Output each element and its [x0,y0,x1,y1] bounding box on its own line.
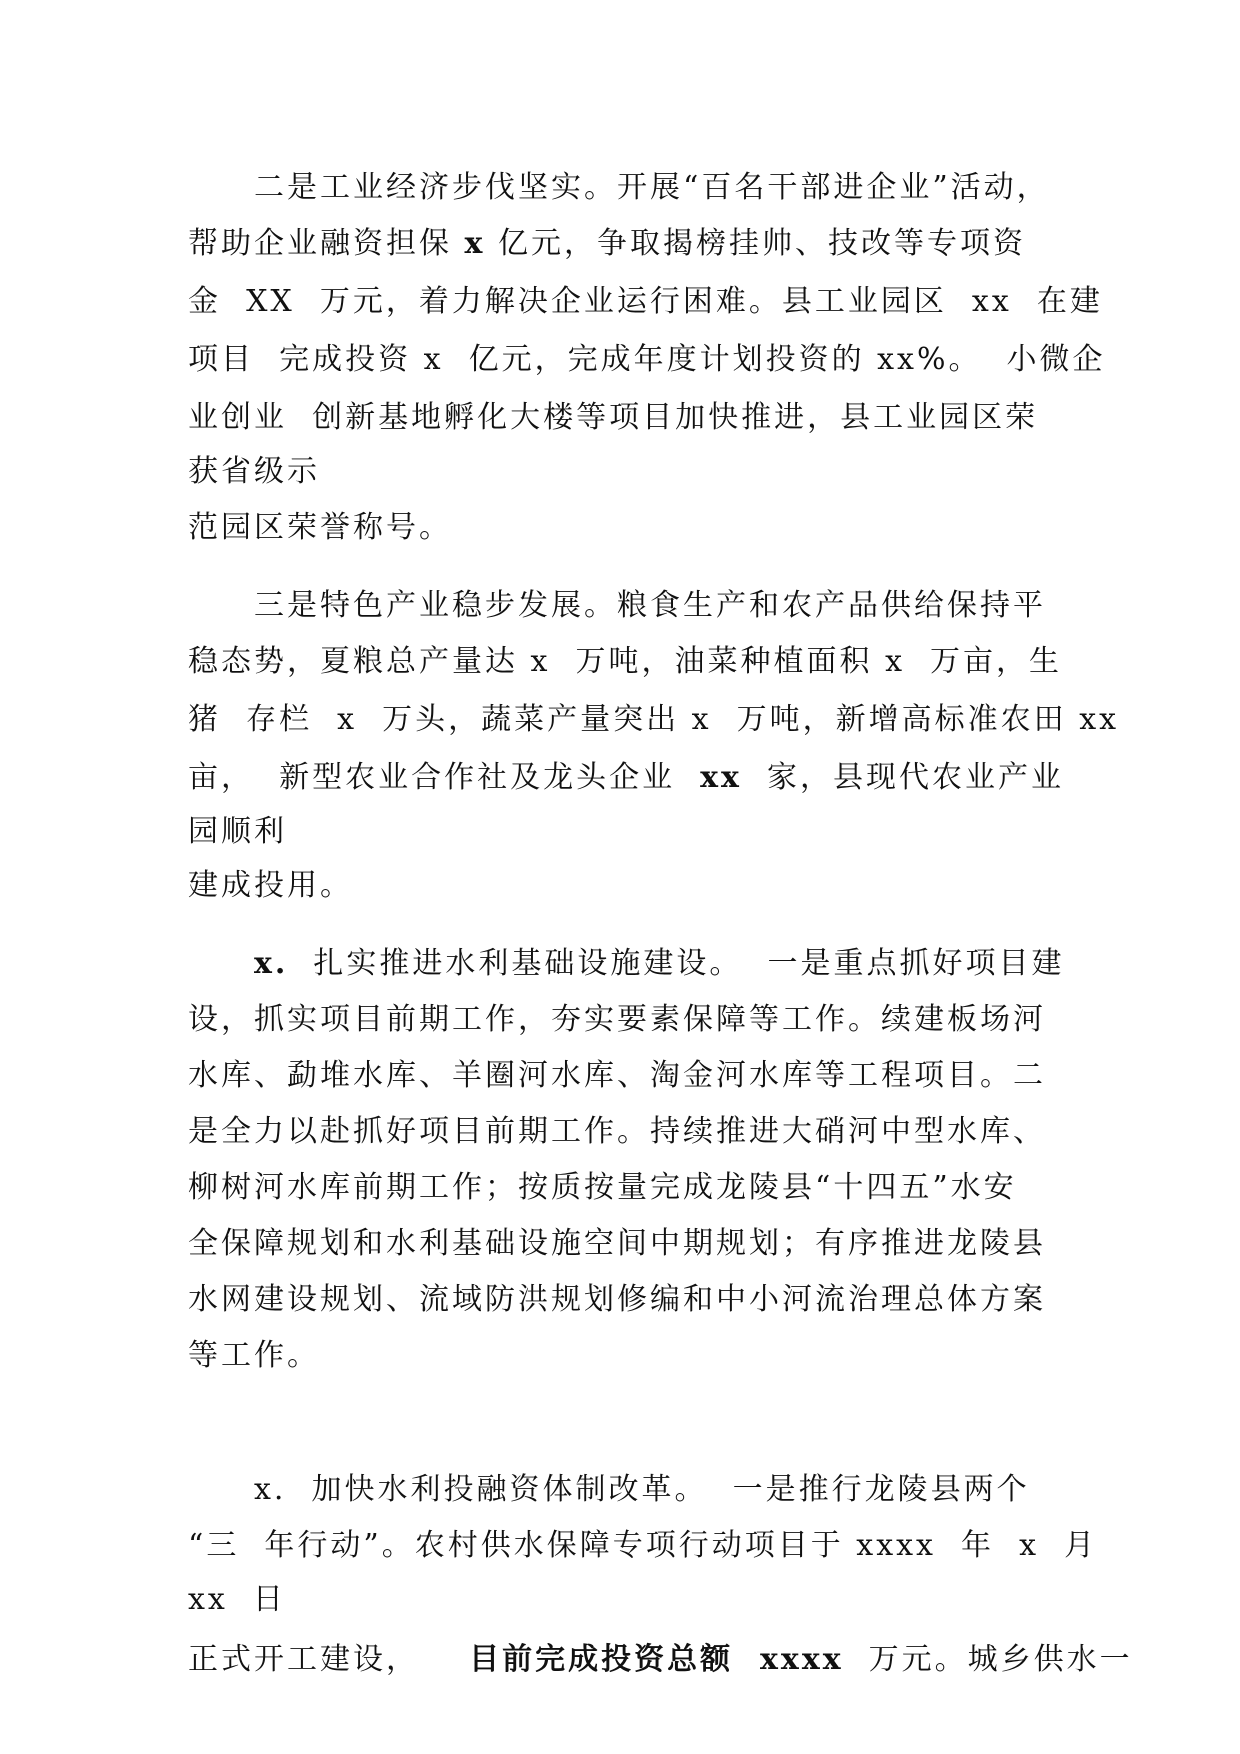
text-run: 正式开工建设， [188,1642,470,1677]
paragraph-3-line-7: 水网建设规划、流域防洪规划修编和中小河流治理总体方案 [188,1282,1046,1317]
text-run: 亿元，争取揭榜挂帅、技改等专项资 [485,226,1026,261]
paragraph-1-line-4: 项目 完成投资 x 亿元，完成年度计划投资的 xx%。 小微企 [188,342,1106,377]
paragraph-3-line-6: 全保障规划和水利基础设施空间中期规划；有序推进龙陵县 [188,1226,1046,1261]
bold-text-run: 目前完成投资总额 xxxx [469,1642,844,1677]
paragraph-2-line-5: 园顺利 [188,814,287,849]
text-run: 帮助企业融资担保 [188,226,465,261]
paragraph-3-line-5: 柳树河水库前期工作；按质按量完成龙陵县“十四五”水安 [188,1170,1017,1205]
paragraph-1-line-5: 业创业 创新基地孵化大楼等项目加快推进，县工业园区荣 [188,400,1039,435]
paragraph-4-line-4 [188,1640,1133,1680]
paragraph-3-line-2: 设，抓实项目前期工作，夯实要素保障等工作。续建板场河 [188,1002,1046,1037]
paragraph-4-line-3: xx 日 [188,1582,286,1617]
paragraph-1-line-6: 获省级示 [188,454,320,489]
text-run: 家，县现代农业产业 [741,760,1065,795]
paragraph-4-line-1: x. 加快水利投融资体制改革。 一是推行龙陵县两个 [254,1472,1030,1507]
section-number: x. [254,946,289,981]
paragraph-1-line-3: 金 XX 万元，着力解决企业运行困难。县工业园区 xx 在建 [188,284,1103,319]
paragraph-2-line-6: 建成投用。 [188,868,353,903]
paragraph-2-line-2: 稳态势，夏粮总产量达 x 万吨，油菜种植面积 x 万亩，生 [188,644,1063,679]
paragraph-2-line-3: 猪 存栏 x 万头，蔬菜产量突出 x 万吨，新增高标准农田 xx [188,702,1120,737]
text-run: 扎实推进水利基础设施建设。 一是重点抓好项目建 [288,946,1065,981]
bold-text-run: xx [700,760,742,795]
paragraph-1-line-1: 二是工业经济步伐坚实。开展“百名干部进企业”活动， [254,170,1050,205]
paragraph-3-line-3: 水库、勐堆水库、羊圈河水库、淘金河水库等工程项目。二 [188,1058,1046,1093]
paragraph-1-line-7: 范园区荣誉称号。 [188,510,452,545]
paragraph-3-line-4: 是全力以赴抓好项目前期工作。持续推进大硝河中型水库、 [188,1114,1046,1149]
paragraph-2-line-4 [188,758,1068,798]
paragraph-3-line-8: 等工作。 [188,1338,320,1373]
paragraph-4-line-2: “三 年行动”。农村供水保障专项行动项目于 xxxx 年 x 月 [188,1528,1098,1563]
bold-text-run: x [464,226,486,261]
paragraph-3-line-1 [254,944,1134,984]
paragraph-2-line-1: 三是特色产业稳步发展。粮食生产和农产品供给保持平 [254,588,1046,623]
text-run: 万元。城乡供水一 [843,1642,1133,1677]
text-run: 亩， 新型农业合作社及龙头企业 [188,760,701,795]
paragraph-1-line-2 [188,224,1068,264]
